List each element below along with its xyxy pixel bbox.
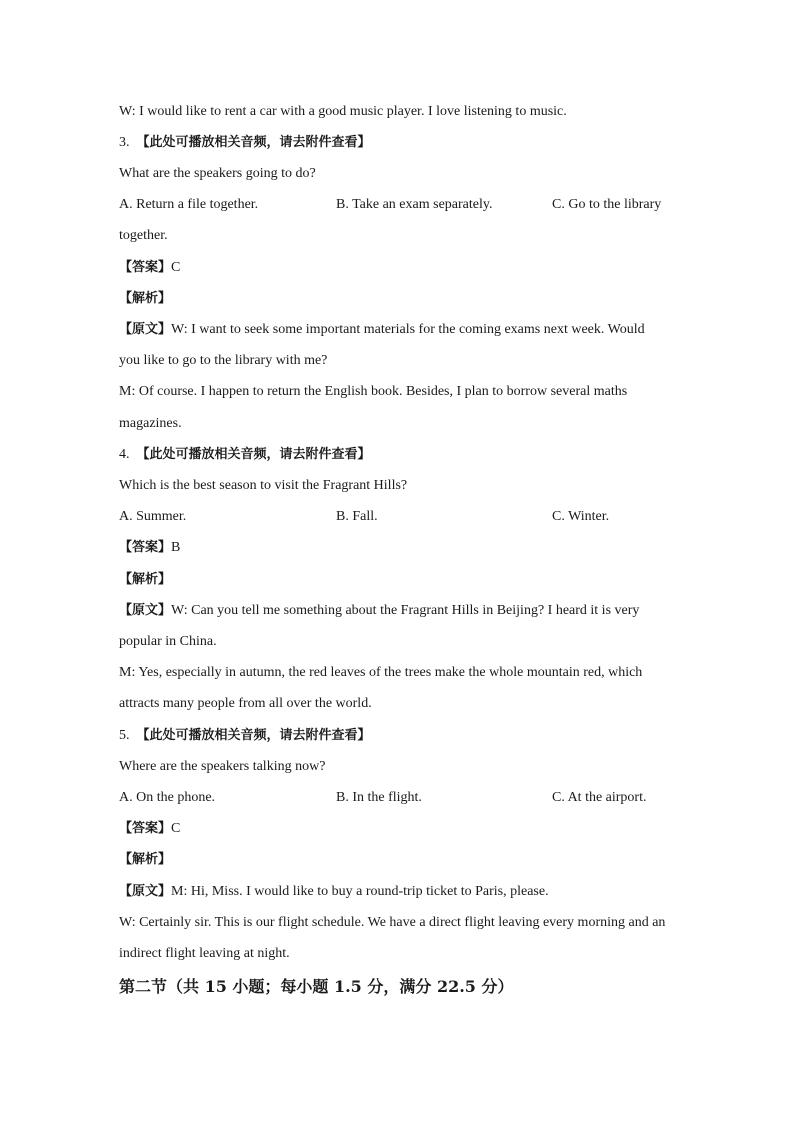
question-number: 4. (119, 447, 130, 462)
section-heading: 第二节（共 15 小题；每小题 1.5 分，满分 22.5 分） (119, 977, 514, 996)
transcript-text: indirect flight leaving at night. (119, 946, 290, 961)
answer-tag: 【答案】 (119, 540, 172, 555)
transcript-text: magazines. (119, 416, 182, 431)
analysis-line (119, 570, 171, 590)
answer-tag: 【答案】 (119, 821, 172, 836)
original-tag: 【原文】 (119, 603, 172, 618)
transcript-text: M: Hi, Miss. I would like to buy a round-trip ticket to Paris, please. (171, 884, 549, 899)
answer-value: B (171, 540, 181, 555)
transcript-text: M: Yes, especially in autumn, the red leaves of the trees make the whole mountain red, which (119, 665, 643, 680)
transcript-text: you like to go to the library with me? (119, 353, 328, 368)
answer-value: C (171, 821, 181, 836)
option-c: C. At the airport. (552, 790, 647, 805)
option-a: A. On the phone. (119, 790, 216, 805)
audio-note: 【此处可播放相关音频，请去附件查看】 (136, 447, 371, 462)
analysis-tag: 【解析】 (119, 852, 172, 867)
question-5-text: Where are the speakers talking now? (119, 759, 326, 774)
transcript-text: attracts many people from all over the world. (119, 696, 372, 711)
audio-note: 【此处可播放相关音频，请去附件查看】 (136, 728, 371, 743)
question-4-text: Which is the best season to visit the Fragrant Hills? (119, 478, 408, 493)
analysis-line (119, 289, 171, 309)
question-3-header (119, 133, 371, 153)
transcript-text: M: Of course. I happen to return the English book. Besides, I plan to borrow several maths (119, 384, 628, 399)
original-line (119, 320, 674, 340)
question-3-text: What are the speakers going to do? (119, 166, 316, 181)
question-4-header (119, 445, 371, 465)
audio-note: 【此处可播放相关音频，请去附件查看】 (136, 135, 371, 150)
option-a: A. Summer. (119, 509, 187, 524)
transcript-text: popular in China. (119, 634, 217, 649)
answer-value: C (171, 260, 181, 275)
original-line (119, 882, 549, 902)
transcript-text: W: Certainly sir. This is our flight schedule. We have a direct flight leaving every morning and an (119, 915, 666, 930)
answer-tag: 【答案】 (119, 260, 172, 275)
option-b: B. Take an exam separately. (336, 197, 493, 212)
dialogue-line: W: I would like to rent a car with a good music player. I love listening to music. (119, 104, 567, 119)
question-number: 5. (119, 728, 130, 743)
option-a: A. Return a file together. (119, 197, 259, 212)
answer-line (119, 258, 180, 278)
option-c: C. Winter. (552, 509, 610, 524)
question-number: 3. (119, 135, 130, 150)
answer-line (119, 538, 180, 558)
analysis-line (119, 850, 171, 870)
option-c-continued: together. (119, 228, 168, 243)
original-tag: 【原文】 (119, 884, 172, 899)
analysis-tag: 【解析】 (119, 572, 172, 587)
transcript-text: W: Can you tell me something about the Fragrant Hills in Beijing? I heard it is very (171, 603, 640, 618)
original-line (119, 601, 674, 621)
option-b: B. Fall. (336, 509, 378, 524)
question-5-header (119, 726, 371, 746)
option-c: C. Go to the library (552, 197, 662, 212)
analysis-tag: 【解析】 (119, 291, 172, 306)
answer-line (119, 819, 180, 839)
option-b: B. In the flight. (336, 790, 422, 805)
transcript-text: W: I want to seek some important materials for the coming exams next week. Would (171, 322, 645, 337)
original-tag: 【原文】 (119, 322, 172, 337)
